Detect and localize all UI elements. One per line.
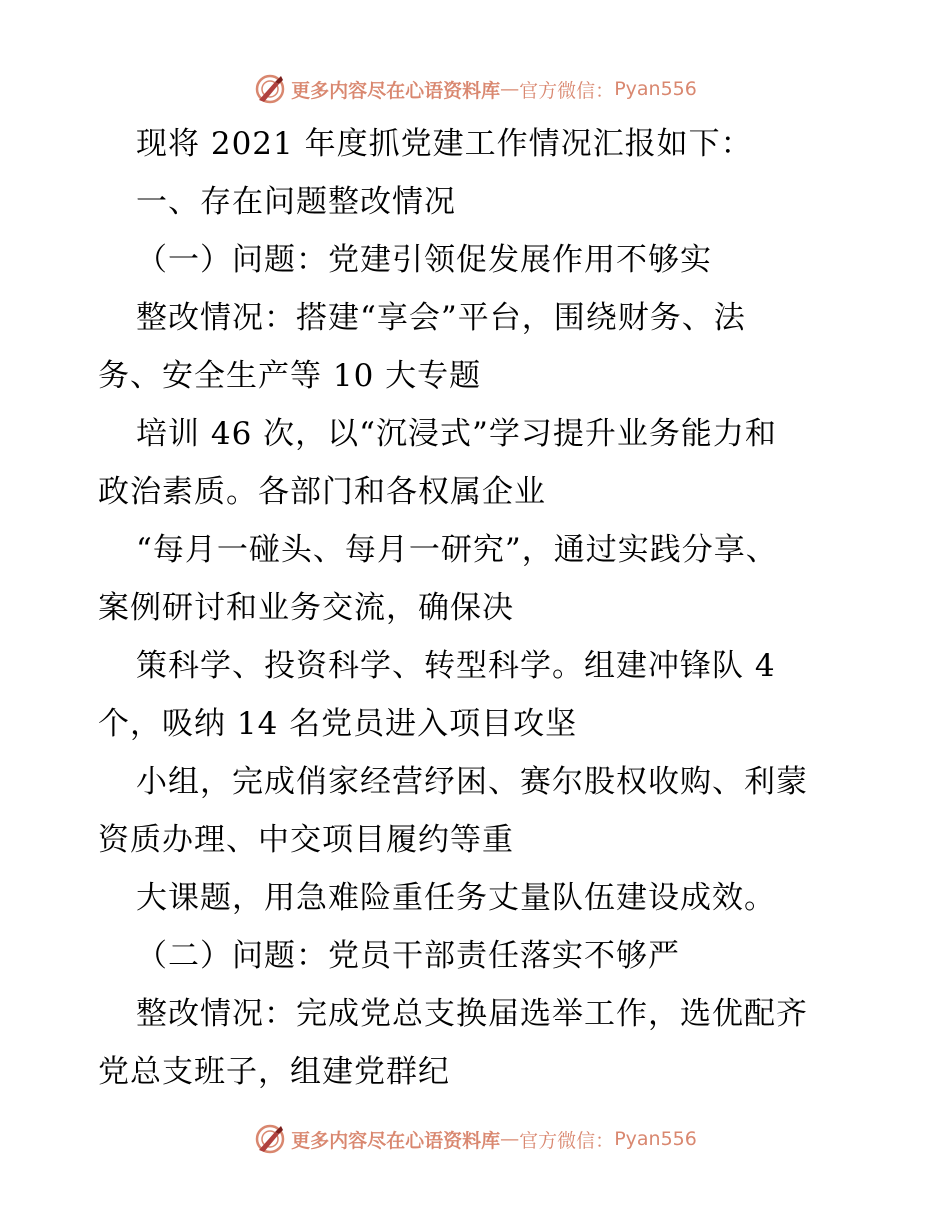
- banner-site-name: 更多内容尽在心语资料库: [291, 79, 501, 102]
- text-line: 整改情况：完成党总支换届选举工作，选优配齐: [136, 996, 808, 1032]
- banner-wechat-handle: Pyan556: [614, 78, 697, 100]
- text-line: 大课题，用急难险重任务丈量队伍建设成效。: [136, 880, 776, 916]
- text-line: 小组，完成俏家经营纾困、赛尔股权收购、利蒙: [136, 764, 808, 800]
- text-line: 策科学、投资科学、转型科学。组建冲锋队 4: [136, 648, 776, 684]
- banner-separator: —: [500, 1128, 520, 1150]
- text-line: 务、安全生产等 10 大专题: [98, 358, 482, 394]
- banner-separator: —: [500, 78, 520, 100]
- footer-banner: [0, 1122, 950, 1156]
- text-line: 培训 46 次，以“沉浸式”学习提升业务能力和: [136, 416, 777, 452]
- text-line: 案例研讨和业务交流，确保决: [98, 590, 514, 626]
- subsection-heading: （二）问题：党员干部责任落实不够严: [136, 938, 680, 974]
- pen-circle-logo-icon: [253, 72, 287, 106]
- banner-wechat-handle: Pyan556: [614, 1128, 697, 1150]
- banner-wechat-label: 官方微信：: [519, 79, 615, 102]
- subsection-heading: （一）问题：党建引领促发展作用不够实: [136, 242, 712, 278]
- text-line: 个，吸纳 14 名党员进入项目攻坚: [98, 706, 578, 742]
- text-line: “每月一碰头、每月一研究”，通过实践分享、: [136, 532, 778, 568]
- text-line: 整改情况：搭建“享会”平台，围绕财务、法: [136, 300, 746, 336]
- text-line: 现将 2021 年度抓党建工作情况汇报如下：: [136, 126, 753, 162]
- banner-wechat-label: 官方微信：: [519, 1129, 615, 1152]
- banner-site-name: 更多内容尽在心语资料库: [291, 1129, 501, 1152]
- pen-circle-logo-icon: [253, 1122, 287, 1156]
- text-line: 党总支班子，组建党群纪: [98, 1054, 450, 1090]
- text-line: 资质办理、中交项目履约等重: [98, 822, 514, 858]
- text-line: 政治素质。各部门和各权属企业: [98, 474, 546, 510]
- header-banner: [0, 72, 950, 106]
- section-heading: 一、存在问题整改情况: [136, 184, 456, 220]
